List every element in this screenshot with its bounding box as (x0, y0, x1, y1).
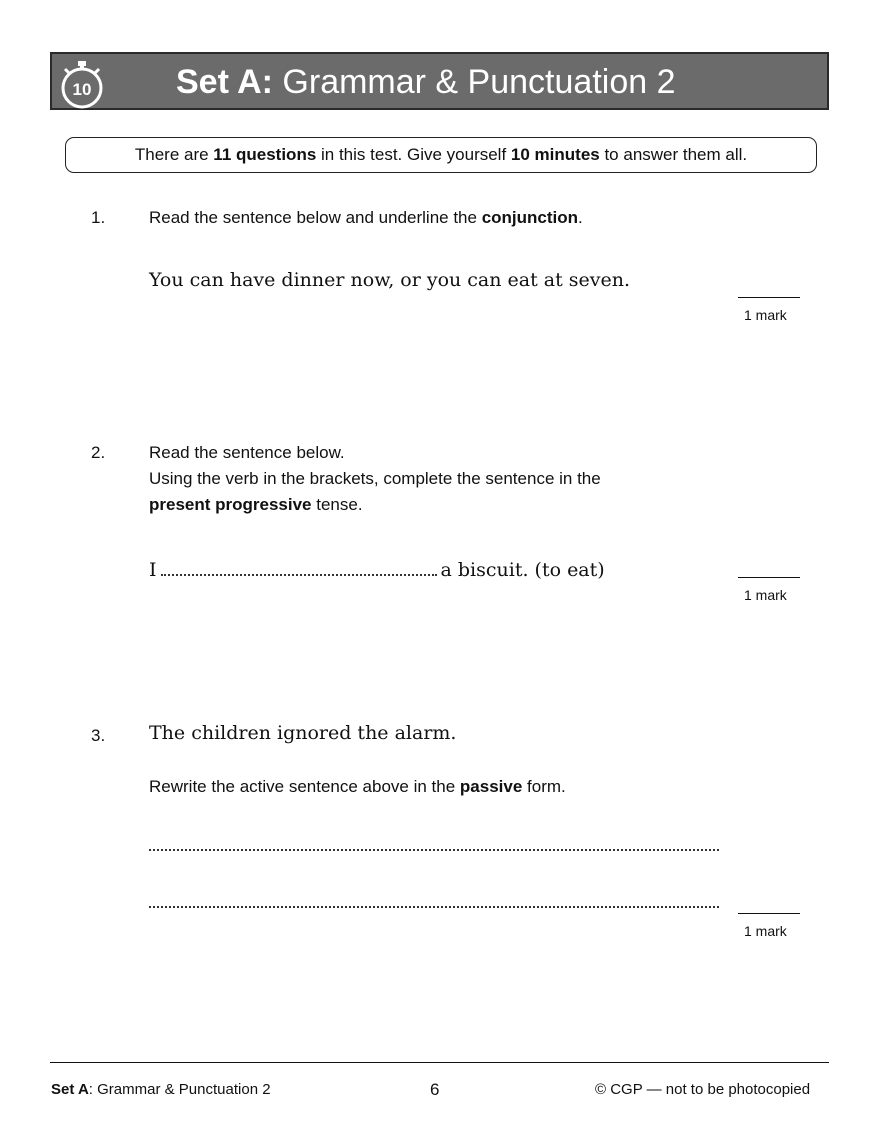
question-3-number: 3. (91, 726, 106, 745)
question-3-sentence: The children ignored the alarm. (149, 722, 457, 744)
page-title: Set A: Grammar & Punctuation 2 (176, 63, 676, 101)
copyright-notice: © CGP — not to be photocopied (595, 1081, 811, 1098)
question-2-line-3: present progressive tense. (149, 495, 363, 514)
question-2-mark-line[interactable] (738, 577, 800, 578)
question-2-sentence: I a biscuit. (to eat) (149, 556, 605, 581)
question-1-mark-line[interactable] (738, 297, 800, 298)
stopwatch-icon (56, 55, 108, 109)
question-3-instruction: Rewrite the active sentence above in the passive form. (149, 777, 566, 796)
timer-number: 10 (72, 80, 92, 99)
question-2-number: 2. (91, 443, 106, 462)
question-1-number: 1. (91, 208, 106, 227)
question-3-mark-line[interactable] (738, 913, 800, 914)
question-3-answer-line-1[interactable] (149, 849, 719, 851)
page-number: 6 (430, 1080, 440, 1099)
question-1-sentence: You can have dinner now, or you can eat at seven. (149, 269, 631, 291)
footer-divider (50, 1062, 829, 1063)
question-2-mark-label: 1 mark (744, 587, 787, 603)
question-2-line-2: Using the verb in the brackets, complete the sentence in the (149, 469, 601, 488)
question-3-answer-line-2[interactable] (149, 906, 719, 908)
question-2-answer-field[interactable] (161, 556, 437, 576)
question-1-prompt: Read the sentence below and underline the conjunction. (149, 208, 583, 227)
question-1-mark-label: 1 mark (744, 307, 787, 323)
question-2-line-1: Read the sentence below. (149, 443, 345, 462)
question-3-mark-label: 1 mark (744, 923, 787, 939)
instructions-box: There are 11 questions in this test. Give yourself 10 minutes to answer them all. (65, 137, 817, 173)
footer-set-title: Set A: Grammar & Punctuation 2 (51, 1081, 271, 1098)
